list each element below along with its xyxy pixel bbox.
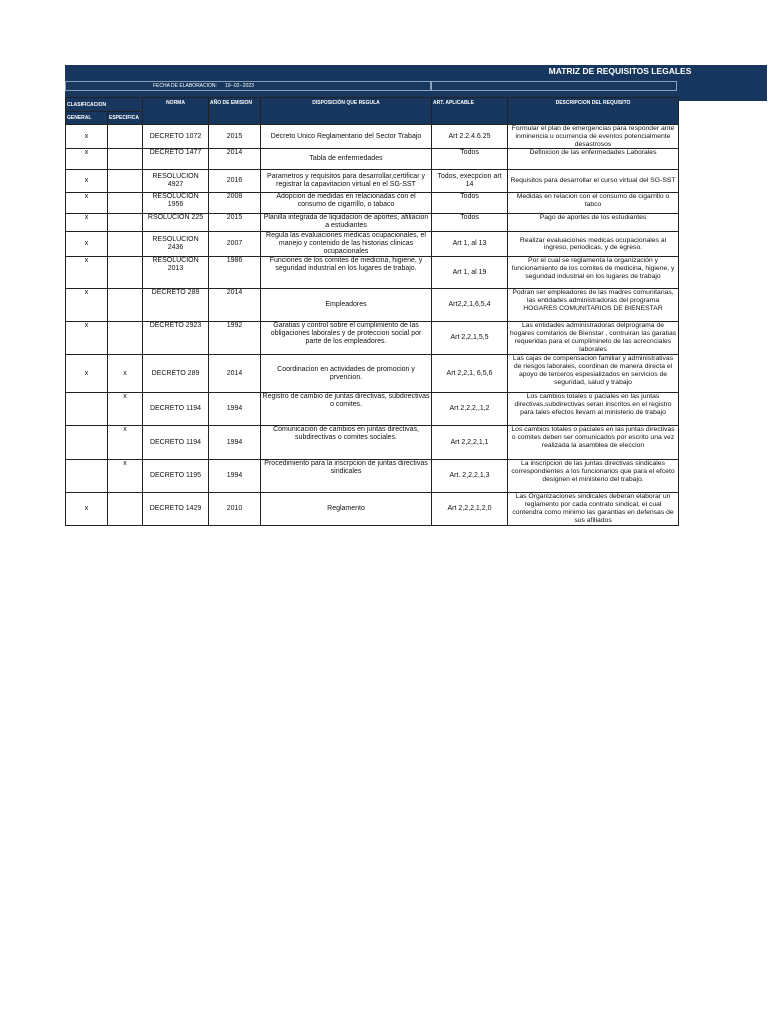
disposicion-cell: Registro de cambio de juntas directivas, subdirectivas o comites.: [261, 393, 432, 426]
articulo-cell: Art 2,2,2,,1,2: [432, 393, 508, 426]
anio-cell: 2007: [209, 232, 261, 257]
disposicion-cell: Procedimiento para la inscrpcion de juntas directivas sindicales: [261, 460, 432, 493]
col-norma: NORMA: [143, 98, 209, 125]
table-row: [66, 149, 679, 170]
requirements-table: [65, 97, 679, 526]
descripcion-cell: Definicion de las enfermedades Laborales: [508, 149, 679, 170]
table-row: [66, 426, 679, 460]
descripcion-cell: Formular el plan de emergencias para responder ante inminencia u ocurrencia de eventos potencialmente desastrosos: [508, 125, 679, 149]
table-row: [66, 289, 679, 322]
especifica-cell: [108, 322, 143, 355]
descripcion-cell: Los cambios totales o paciales en las juntas directivas o comites deben ser comunicados por escrito una vez realizada la asamblea de eleccion: [508, 426, 679, 460]
anio-cell: 2014: [209, 289, 261, 322]
articulo-cell: Art. 2,2,2,1,3: [432, 460, 508, 493]
general-cell: x: [66, 232, 108, 257]
especifica-cell: x: [108, 393, 143, 426]
table-row: [66, 232, 679, 257]
col-disposicion: DISPOSICIÓN QUE REGULA: [261, 98, 432, 125]
especifica-cell: [108, 193, 143, 214]
general-cell: [66, 393, 108, 426]
norma-cell: DECRETO 1194: [143, 426, 209, 460]
articulo-cell: Art 2,2,2,1,1: [432, 426, 508, 460]
especifica-cell: [108, 125, 143, 149]
articulo-cell: Art 2,2,1, 6,5,6: [432, 355, 508, 393]
general-cell: x: [66, 170, 108, 193]
norma-cell: RESOLUCION 2013: [143, 257, 209, 289]
descripcion-cell: Por el cual se reglamenta la organización y funcionamiento de los comites de medicina, higiene, y seguridad industrial en los lugares de trabajo: [508, 257, 679, 289]
anio-cell: 2015: [209, 214, 261, 232]
anio-cell: 2008: [209, 193, 261, 214]
especifica-cell: [108, 214, 143, 232]
articulo-cell: Art 1, al 19: [432, 257, 508, 289]
especifica-cell: [108, 232, 143, 257]
general-cell: x: [66, 257, 108, 289]
articulo-cell: Art2,2,1,6,5,4: [432, 289, 508, 322]
norma-cell: DECRETO 289: [143, 289, 209, 322]
norma-cell: DECRETO 1195: [143, 460, 209, 493]
articulo-cell: Todos: [432, 193, 508, 214]
especifica-cell: [108, 170, 143, 193]
general-cell: [66, 460, 108, 493]
blank-cell: [431, 81, 677, 91]
norma-cell: DECRETO 1477: [143, 149, 209, 170]
disposicion-cell: Empleadores: [261, 289, 432, 322]
descripcion-cell: Realizar evaluaciones medicas ocupacionales al ingreso, periodicas, y de egreso.: [508, 232, 679, 257]
general-cell: x: [66, 193, 108, 214]
especifica-cell: x: [108, 460, 143, 493]
descripcion-cell: Requisitos para desarrollar el curso virtual del SG-SST: [508, 170, 679, 193]
norma-cell: RESOLUCION 2436: [143, 232, 209, 257]
disposicion-cell: Decreto Unico Reglamentario del Sector Trabajo: [261, 125, 432, 149]
disposicion-cell: Tabla de enfermedades: [261, 149, 432, 170]
general-cell: x: [66, 214, 108, 232]
page-title: MATRIZ DE REQUISITOS LEGALES: [548, 66, 692, 76]
especifica-cell: [108, 257, 143, 289]
anio-cell: 1994: [209, 426, 261, 460]
table-row: [66, 170, 679, 193]
disposicion-cell: Regula las evaluaciones medicas ocupacionales, el manejo y contenido de las historias clinicas ocupacionales: [261, 232, 432, 257]
norma-cell: DECRETO 2923: [143, 322, 209, 355]
col-general: GENERAL: [66, 112, 108, 125]
norma-cell: RESOLUCION 4927: [143, 170, 209, 193]
general-cell: x: [66, 125, 108, 149]
anio-cell: 2014: [209, 149, 261, 170]
col-especifica: ESPECIFICA: [108, 112, 143, 125]
disposicion-cell: Parametros y requisitos para desarrollar,certificar y registrar la capavitacion virtual en el SG-SST: [261, 170, 432, 193]
table-row: [66, 493, 679, 526]
anio-cell: 1986: [209, 257, 261, 289]
table-row: [66, 393, 679, 426]
anio-cell: 1994: [209, 460, 261, 493]
header-band: [65, 65, 767, 101]
descripcion-cell: Las Organizaciones sindicales deberan elaborar un reglamento por cada contrato sindical, el cual contendra como minimo las garantias en defensas de sus afiliados: [508, 493, 679, 526]
anio-cell: 2010: [209, 493, 261, 526]
disposicion-cell: Adopcion de medidas en relacionadas con el consumo de cigarrillo, o tabaco: [261, 193, 432, 214]
descripcion-cell: Podran ser empleadores de las madres comunitarias, las entidades administradoras del programa HOGARES COMUNITARIOS DE BIENESTAR: [508, 289, 679, 322]
table-row: [66, 193, 679, 214]
anio-cell: 1992: [209, 322, 261, 355]
articulo-cell: Art 2,2,1,5,5: [432, 322, 508, 355]
descripcion-cell: Las entidades administradoras delprograma de hogares comitarios de Bienstar , contruiran las garatias requeridas para el cumplimineto de las acrecnciales laborales: [508, 322, 679, 355]
anio-cell: 2016: [209, 170, 261, 193]
norma-cell: RESOLUCION 1956: [143, 193, 209, 214]
date-label: FECHA DE ELABORACION:: [153, 83, 217, 89]
especifica-cell: [108, 149, 143, 170]
especifica-cell: x: [108, 426, 143, 460]
norma-cell: DECRETO 1072: [143, 125, 209, 149]
table-row: [66, 214, 679, 232]
especifica-cell: x: [108, 355, 143, 393]
descripcion-cell: Medidas en relacion con el consumo de cigarrillo o tabco: [508, 193, 679, 214]
header-row: [66, 98, 679, 112]
table-row: [66, 355, 679, 393]
disposicion-cell: Funciones de los comites de medicina, higiene, y seguridad industrial en los lugares de trabajo.: [261, 257, 432, 289]
descripcion-cell: La inscripcion de las juntas directivas sindicales correspondientes a los funcionarios que para el efceto designen el ministerio del trabajo.: [508, 460, 679, 493]
disposicion-cell: Garatias y control sobre el cumplimiento de las obligaciones laborales y de proteccion social por parte de los empleadores.: [261, 322, 432, 355]
descripcion-cell: Pago de aportes de los estudiantes: [508, 214, 679, 232]
articulo-cell: Art 1, al 13: [432, 232, 508, 257]
disposicion-cell: Comunicación de cambios en juntas directivas, subdirectivas o comites sociales.: [261, 426, 432, 460]
table-row: [66, 125, 679, 149]
especifica-cell: [108, 289, 143, 322]
date-value: 19--02--2023: [225, 83, 254, 89]
descripcion-cell: Las cajas de compensacion familiar y administrativas de riesgos laborales, coordinan de manera directa el apoyo de terceros espesializados en servicios de seguridad, salud y trabajo: [508, 355, 679, 393]
col-articulo: ART. APLICABLE: [432, 98, 508, 125]
articulo-cell: Todos: [432, 149, 508, 170]
table-row: [66, 322, 679, 355]
col-anio: AÑO DE EMISION: [209, 98, 261, 125]
col-descripcion: DESCRIPCION DEL REQUISITO: [508, 98, 679, 125]
articulo-cell: Todos: [432, 214, 508, 232]
table-row: [66, 257, 679, 289]
disposicion-cell: Reglamento: [261, 493, 432, 526]
anio-cell: 1994: [209, 393, 261, 426]
articulo-cell: Art 2.2.4.6.25: [432, 125, 508, 149]
general-cell: x: [66, 289, 108, 322]
disposicion-cell: Coordinacion en actividades de promocion y prvencion.: [261, 355, 432, 393]
descripcion-cell: Los cambios totales o paciales en las juntas directivas,subdirectivas seran inscritos en el registro para tales efectos llevarn al ministerio de trabajo: [508, 393, 679, 426]
norma-cell: DECRETO 1429: [143, 493, 209, 526]
general-cell: x: [66, 322, 108, 355]
anio-cell: 2014: [209, 355, 261, 393]
general-cell: [66, 426, 108, 460]
general-cell: x: [66, 355, 108, 393]
disposicion-cell: Planilla integrada de liquidacion de aportes, afiliacion a estudiantes: [261, 214, 432, 232]
norma-cell: DECRETO 1194: [143, 393, 209, 426]
articulo-cell: Todos, execpcion art 14: [432, 170, 508, 193]
date-cell: [65, 81, 431, 91]
general-cell: x: [66, 149, 108, 170]
anio-cell: 2015: [209, 125, 261, 149]
requirements-table-wrapper: [65, 97, 678, 526]
norma-cell: DECRETO 289: [143, 355, 209, 393]
norma-cell: RSOLUCION 225: [143, 214, 209, 232]
articulo-cell: Art 2,2,2,1,2,0: [432, 493, 508, 526]
table-body: [66, 125, 679, 526]
especifica-cell: [108, 493, 143, 526]
general-cell: x: [66, 493, 108, 526]
table-row: [66, 460, 679, 493]
col-clasificacion: CLASIFICACION: [66, 98, 143, 112]
